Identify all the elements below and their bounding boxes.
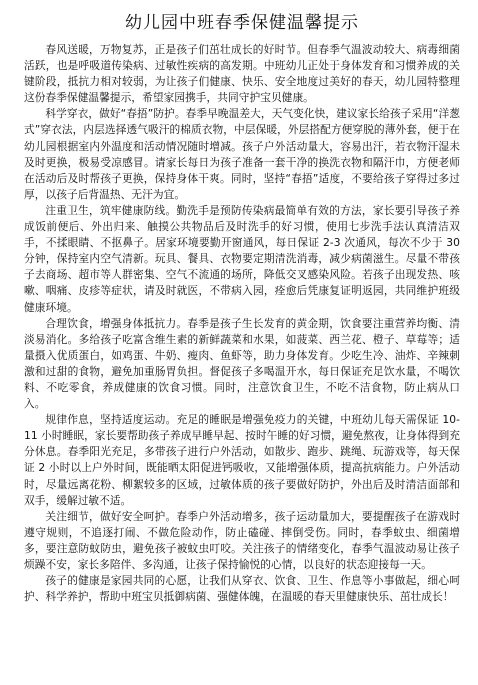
paragraph-intro: 春风送暖，万物复苏，正是孩子们茁壮成长的好时节。但春季气温波动较大、病毒细菌活跃，也是呼吸道传染病、过敏性疾病的高发期。中班幼儿正处于身体发育和习惯养成的关键阶段，抵抗力相对较弱，为让孩子们健康、快乐、安全地度过美好的春天，幼儿园特整理这份春季保健温馨提示，希望家园携手，共同守护宝贝健康。 bbox=[24, 43, 460, 105]
paragraph-safety: 关注细节，做好安全呵护。春季户外活动增多，孩子运动量加大，要提醒孩子在游戏时遵守规则，不追逐打闹、不做危险动作，防止磕碰、摔倒受伤。同时，春季蚊虫、细菌增多，要注意防蚊防虫，避免孩子被蚊虫叮咬。关注孩子的情绪变化，春季气温波动易让孩子烦躁不安，家长多陪伴、多沟通，让孩子保持愉悦的心情，以良好的状态迎接每一天。 bbox=[24, 509, 460, 571]
paragraph-closing: 孩子的健康是家园共同的心愿，让我们从穿衣、饮食、卫生、作息等小事做起，细心呵护、科学养护，帮助中班宝贝抵御病菌、强健体魄，在温暖的春天里健康快乐、茁壮成长！ bbox=[24, 574, 460, 604]
paragraph-clothing: 科学穿衣，做好“春捂”防护。春季早晚温差大，天气变化快，建议家长给孩子采用“洋葱式”穿衣法，内层选择透气吸汗的棉质衣物，中层保暖，外层搭配方便穿脱的薄外套，便于在幼儿园根据室内外温度和活动情况随时增减。孩子户外活动量大，容易出汗，若衣物汗湿未及时更换，极易受凉感冒。请家长每日为孩子准备一套干净的换洗衣物和隔汗巾，方便老师在活动后及时帮孩子更换，保持身体干爽。同时，坚持“春捂”适度，不要给孩子穿得过多过厚，以孩子后背温热、无汗为宜。 bbox=[24, 107, 460, 201]
document-title: 幼儿园中班春季保健温馨提示 bbox=[125, 13, 359, 33]
paragraph-diet: 合理饮食，增强身体抵抗力。春季是孩子生长发育的黄金期，饮食要注重营养均衡、清淡易消化。多给孩子吃富含维生素的新鲜蔬菜和水果，如菠菜、西兰花、橙子、草莓等；适量摄入优质蛋白，如鸡蛋、牛奶、瘦肉、鱼虾等，助力身体发育。少吃生冷、油炸、辛辣刺激和过甜的食物，避免加重肠胃负担。督促孩子多喝温开水，每日保证充足饮水量，不喝饮料、不吃零食，养成健康的饮食习惯。同时，注意饮食卫生，不吃不洁食物，防止病从口入。 bbox=[24, 316, 460, 411]
paragraph-routine: 规律作息，坚持适度运动。充足的睡眠是增强免疫力的关键，中班幼儿每天需保证 10-11 小时睡眠，家长要帮助孩子养成早睡早起、按时午睡的好习惯，避免熬夜，让身体得到充分休息。春季阳光充足，多带孩子进行户外活动，如散步、跑步、跳绳、玩游戏等，每天保证 2 小时以上户外时间，既能晒太阳促进钙吸收，又能增强体质，提高抗病能力。户外活动时，尽量远离花粉、柳絮较多的区域，过敏体质的孩子要做好防护，外出后及时清洁面部和双手，缓解过敏不适。 bbox=[24, 413, 460, 507]
paragraph-hygiene: 注重卫生，筑牢健康防线。勤洗手是预防传染病最简单有效的方法，家长要引导孩子养成饭前便后、外出归来、触摸公共物品后及时洗手的好习惯，使用七步洗手法认真清洁双手，不揉眼睛、不抠鼻子。居家环境要勤开窗通风，每日保证 2-3 次通风，每次不少于 30 分钟，保持室内空气清新。玩具、餐具、衣物要定期清洗消毒，减少病菌滋生。尽量不带孩子去商场、超市等人群密集、空气不流通的场所，降低交叉感染风险。若孩子出现发热、咳嗽、咽痛、皮疹等症状，请及时就医，不带病入园，痊愈后凭康复证明返园，共同维护班级健康环境。 bbox=[24, 203, 460, 314]
